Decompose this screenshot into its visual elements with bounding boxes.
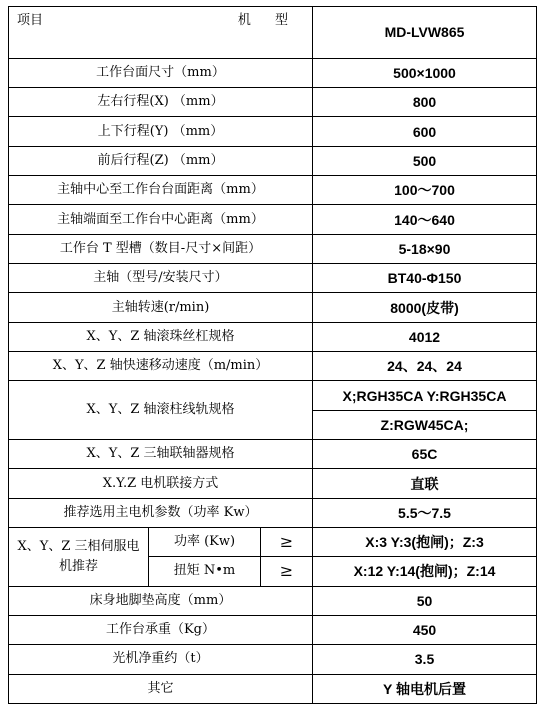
row-label: X、Y、Z 轴快速移动速度（m/min） <box>9 352 313 381</box>
table-row <box>9 586 537 615</box>
row-value: BT40-Φ150 <box>313 264 537 293</box>
table-row <box>9 381 537 410</box>
row-label: 其它 <box>9 674 313 703</box>
servo-power-symbol: ≥ <box>261 528 313 557</box>
row-value: 24、24、24 <box>313 352 537 381</box>
table-row <box>9 234 537 263</box>
row-value: 500 <box>313 146 537 175</box>
servo-power-value: X:3 Y:3(抱闸)；Z:3 <box>313 528 537 557</box>
row-value: 3.5 <box>313 645 537 674</box>
header-model: MD-LVW865 <box>313 7 537 59</box>
table-row <box>9 146 537 175</box>
servo-torque-value: X:12 Y:14(抱闸)；Z:14 <box>313 557 537 586</box>
row-label: 上下行程(Y) （mm） <box>9 117 313 146</box>
row-label: X.Y.Z 电机联接方式 <box>9 469 313 498</box>
table-row <box>9 645 537 674</box>
row-label: X、Y、Z 三轴联轴器规格 <box>9 440 313 469</box>
spec-table <box>8 6 537 704</box>
table-row <box>9 322 537 351</box>
row-label: 主轴端面至工作台中心距离（mm） <box>9 205 313 234</box>
table-row <box>9 440 537 469</box>
servo-power-label: 功率 (Kw) <box>149 528 261 557</box>
table-row <box>9 498 537 527</box>
servo-label: X、Y、Z 三相伺服电机推荐 <box>9 528 149 587</box>
table-row <box>9 88 537 117</box>
row-value: Y 轴电机后置 <box>313 674 537 703</box>
table-row <box>9 58 537 87</box>
row-label: 床身地脚垫高度（mm） <box>9 586 313 615</box>
header-type-label: 机 型 <box>237 13 298 28</box>
row-label: 推荐选用主电机参数（功率 Kw） <box>9 498 313 527</box>
row-value: 800 <box>313 88 537 117</box>
row-value: 65C <box>313 440 537 469</box>
table-row <box>9 674 537 703</box>
row-value: 450 <box>313 615 537 644</box>
table-row <box>9 528 537 557</box>
row-label: 前后行程(Z) （mm） <box>9 146 313 175</box>
row-label: 工作台 T 型槽（数目-尺寸×间距） <box>9 234 313 263</box>
row-label: 主轴（型号/安装尺寸） <box>9 264 313 293</box>
header-item-label: 项目 <box>17 13 44 28</box>
row-label: 光机净重约（t） <box>9 645 313 674</box>
table-row <box>9 469 537 498</box>
servo-torque-symbol: ≥ <box>261 557 313 586</box>
header-item-type-cell <box>9 7 313 59</box>
row-value: 100～700 <box>313 176 537 205</box>
row-value: 500×1000 <box>313 58 537 87</box>
table-row <box>9 293 537 322</box>
row-label: 左右行程(X) （mm） <box>9 88 313 117</box>
row-value: 4012 <box>313 322 537 351</box>
table-row <box>9 205 537 234</box>
row-value: 8000(皮带) <box>313 293 537 322</box>
row-value: 50 <box>313 586 537 615</box>
row-label: 主轴中心至工作台台面距离（mm） <box>9 176 313 205</box>
row-label: 工作台承重（Kg） <box>9 615 313 644</box>
row-value: 5-18×90 <box>313 234 537 263</box>
table-row <box>9 117 537 146</box>
rail-value-2: Z:RGW45CA; <box>313 410 537 439</box>
rail-label: X、Y、Z 轴滚柱线轨规格 <box>9 381 313 440</box>
table-row <box>9 176 537 205</box>
row-value: 5.5～7.5 <box>313 498 537 527</box>
table-row <box>9 352 537 381</box>
row-label: 工作台面尺寸（mm） <box>9 58 313 87</box>
row-value: 直联 <box>313 469 537 498</box>
row-label: 主轴转速(r/min) <box>9 293 313 322</box>
table-row <box>9 264 537 293</box>
row-label: X、Y、Z 轴滚珠丝杠规格 <box>9 322 313 351</box>
servo-torque-label: 扭矩 N•m <box>149 557 261 586</box>
row-value: 600 <box>313 117 537 146</box>
table-header-row <box>9 7 537 59</box>
rail-value-1: X;RGH35CA Y:RGH35CA <box>313 381 537 410</box>
table-row <box>9 615 537 644</box>
row-value: 140～640 <box>313 205 537 234</box>
